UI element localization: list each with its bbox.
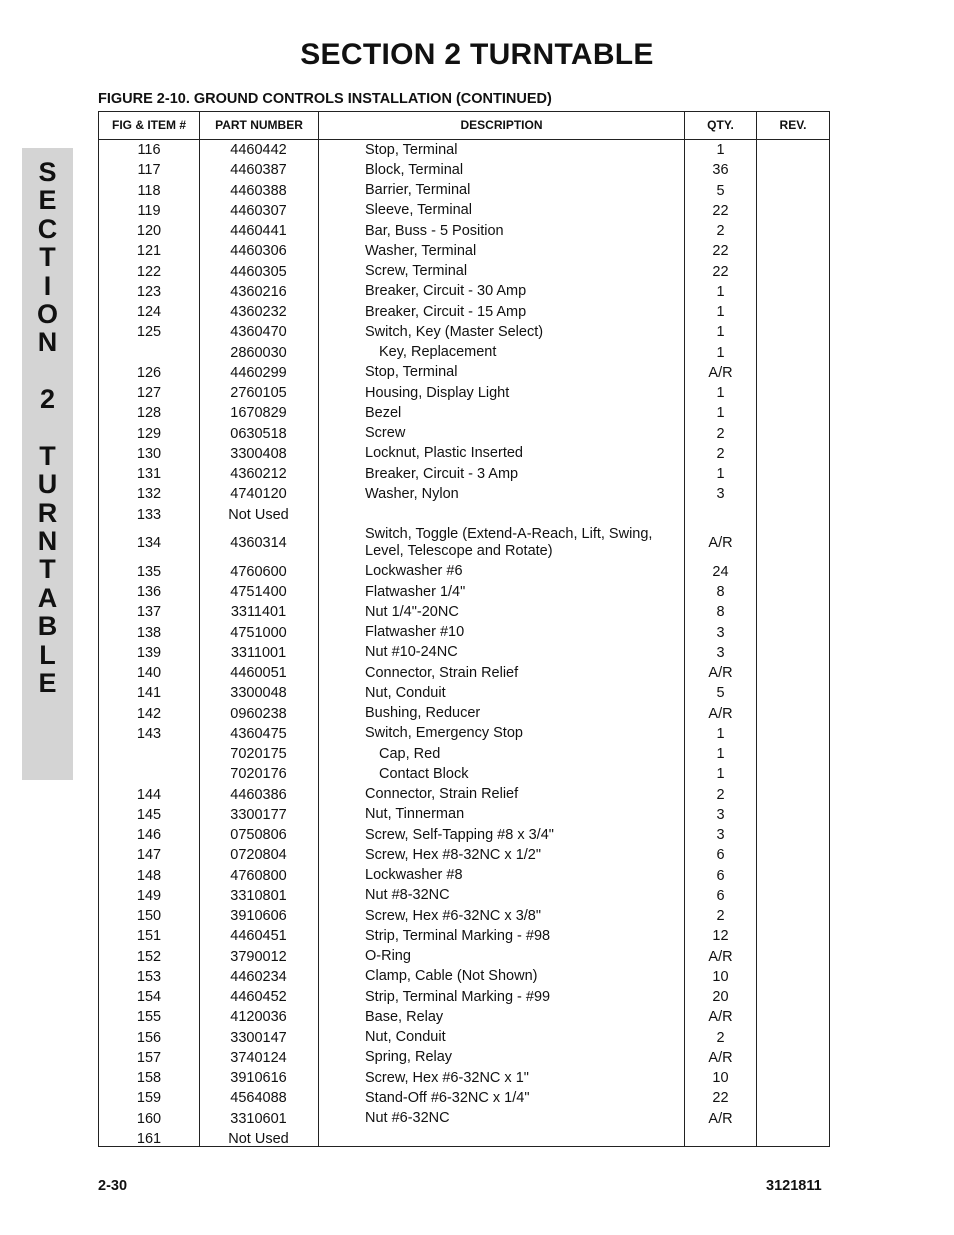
cell-part-number: 3910606 [230,908,287,925]
side-tab-letter [22,414,73,442]
cell-description: Strip, Terminal Marking - #98 [365,927,551,944]
cell-part-number: 3790012 [230,948,287,965]
cell-item-number: 148 [136,867,162,884]
table-row [99,262,829,282]
cell-item-number: 131 [136,466,162,483]
cell-item-number: 129 [136,425,162,442]
cell-description: Breaker, Circuit - 30 Amp [365,283,527,300]
cell-item-number: 134 [136,535,162,552]
cell-quantity: 1 [716,466,725,483]
cell-item-number: 138 [136,624,162,641]
cell-part-number: 4460452 [230,989,287,1006]
cell-quantity: 1 [716,405,725,422]
cell-quantity: A/R [708,1049,733,1066]
table-row [99,805,829,825]
cell-quantity: 3 [716,624,725,641]
cell-item-number: 139 [136,644,162,661]
cell-description: Flatwasher #10 [365,624,465,641]
cell-item-number: 150 [136,908,162,925]
cell-part-number: 7020175 [230,746,287,763]
cell-quantity: 2 [716,223,725,240]
table-row [99,886,829,906]
side-tab-letter: B [37,611,58,642]
table-row [99,764,829,784]
cell-quantity: 1 [716,344,725,361]
cell-description: Switch, Toggle (Extend-A-Reach, Lift, Swing, Level, Telescope and Rotate) [365,526,653,560]
cell-quantity: 6 [716,887,725,904]
cell-item-number: 159 [136,1090,162,1107]
table-row [99,1129,829,1149]
table-row [99,424,829,444]
cell-part-number: 4360216 [230,283,287,300]
cell-quantity: 2 [716,908,725,925]
cell-part-number: 4360232 [230,304,287,321]
cell-quantity: 1 [716,142,725,159]
cell-quantity: 3 [716,806,725,823]
cell-item-number: 121 [136,243,162,260]
page-number: 2-30 [98,1178,128,1194]
cell-description [365,505,695,525]
cell-item-number: 133 [136,506,162,523]
cell-part-number: 4460441 [230,223,287,240]
side-tab-letter: T [39,554,56,585]
cell-item-number: 146 [136,827,162,844]
side-tab-letter: U [37,469,58,500]
cell-item-number: 140 [136,665,162,682]
cell-description: Screw, Hex #6-32NC x 3/8" [365,907,541,924]
cell-part-number: 3300177 [230,806,287,823]
cell-quantity: 1 [716,385,725,402]
cell-part-number: 4360475 [230,725,287,742]
cell-description: Stop, Terminal [365,141,458,158]
side-tab-letter: R [37,497,58,528]
cell-item-number [99,343,199,363]
table-row [99,785,829,805]
cell-part-number: 4751400 [230,584,287,601]
cell-item-number: 123 [136,283,162,300]
cell-item-number: 147 [136,847,162,864]
cell-part-number: 3310601 [230,1110,287,1127]
cell-quantity: 1 [716,283,725,300]
table-row [99,744,829,764]
section-side-tab [22,148,73,780]
cell-item-number: 125 [136,324,162,341]
side-tab-letter: N [37,526,58,557]
table-row [99,866,829,886]
table-row [99,484,829,504]
cell-part-number: 4460305 [230,263,287,280]
cell-quantity: A/R [708,1009,733,1026]
cell-quantity: 36 [712,162,729,179]
cell-part-number: 3910616 [230,1070,287,1087]
cell-description: Barrier, Terminal [365,182,471,199]
side-tab-letter [22,357,73,385]
cell-quantity: 10 [712,1070,729,1087]
cell-quantity: 1 [716,766,725,783]
cell-description: Nut, Conduit [365,684,446,701]
table-row [99,825,829,845]
cell-item-number: 128 [136,405,162,422]
cell-part-number: 0750806 [230,827,287,844]
cell-part-number: 3300408 [230,445,287,462]
table-row [99,967,829,987]
cell-item-number: 127 [136,385,162,402]
side-tab-letter: E [38,668,57,699]
cell-quantity: 5 [716,182,725,199]
cell-quantity: 1 [716,746,725,763]
header-rev: REV. [779,118,807,132]
table-header [99,112,829,140]
table-row [99,845,829,865]
side-tab-letter: C [37,213,58,244]
table-row [99,926,829,946]
parts-table [98,111,830,1147]
cell-description: Nut #10-24NC [365,644,458,661]
table-row [99,1048,829,1068]
cell-description: O-Ring [365,948,411,965]
cell-quantity: 3 [716,827,725,844]
cell-part-number: 4751000 [230,624,287,641]
cell-description: Bar, Buss - 5 Position [365,222,504,239]
side-tab-letter: L [39,639,56,670]
cell-description: Breaker, Circuit - 3 Amp [365,465,519,482]
cell-quantity: 24 [712,563,729,580]
cell-part-number: 4760600 [230,563,287,580]
cell-part-number: 3311001 [230,644,287,661]
table-row [99,221,829,241]
cell-description: Block, Terminal [365,161,464,178]
cell-item-number: 151 [136,928,162,945]
cell-part-number: 4460386 [230,786,287,803]
table-row [99,602,829,622]
cell-part-number: 0720804 [230,847,287,864]
cell-quantity: A/R [708,364,733,381]
table-row [99,724,829,744]
side-tab-letter: 2 [39,384,56,415]
cell-description: Cap, Red [379,745,441,762]
cell-part-number: 4460387 [230,162,287,179]
cell-item-number: 152 [136,948,162,965]
cell-item-number: 156 [136,1029,162,1046]
table-row [99,906,829,926]
cell-part-number: 4360314 [230,535,287,552]
cell-quantity: 22 [712,1090,729,1107]
table-row [99,160,829,180]
cell-part-number: 7020176 [230,766,287,783]
cell-part-number: 1670829 [230,405,287,422]
cell-item-number: 157 [136,1049,162,1066]
cell-part-number: 4460051 [230,665,287,682]
cell-item-number: 160 [136,1110,162,1127]
cell-description [365,1129,695,1149]
cell-quantity: 12 [712,928,729,945]
cell-item-number: 142 [136,705,162,722]
cell-description: Housing, Display Light [365,384,510,401]
cell-item-number: 130 [136,445,162,462]
cell-description: Spring, Relay [365,1049,453,1066]
table-row [99,1109,829,1129]
cell-quantity: 2 [716,786,725,803]
cell-description: Nut 1/4"-20NC [365,603,459,620]
cell-description: Stop, Terminal [365,364,458,381]
cell-part-number: 4460388 [230,182,287,199]
cell-part-number: 4760800 [230,867,287,884]
cell-description: Bushing, Reducer [365,705,481,722]
cell-quantity: 3 [716,644,725,661]
header-description: DESCRIPTION [460,118,543,132]
cell-item-number: 145 [136,806,162,823]
table-row [99,505,829,525]
table-row [99,444,829,464]
cell-part-number: Not Used [228,506,289,523]
side-tab-letter: T [39,242,56,273]
cell-item-number [99,744,199,764]
cell-item-number: 141 [136,685,162,702]
table-row [99,181,829,201]
section-title: SECTION 2 TURNTABLE [300,38,654,71]
cell-part-number: 4460299 [230,364,287,381]
cell-quantity: 1 [716,725,725,742]
cell-part-number: 2860030 [230,344,287,361]
cell-description: Nut #8-32NC [365,887,450,904]
cell-description: Screw, Hex #8-32NC x 1/2" [365,846,541,863]
side-tab-letter: S [38,157,57,187]
cell-description: Sleeve, Terminal [365,202,472,219]
cell-part-number: 4460306 [230,243,287,260]
table-row [99,403,829,423]
cell-item-number: 126 [136,364,162,381]
cell-description: Switch, Emergency Stop [365,725,523,742]
cell-description: Nut, Conduit [365,1029,446,1046]
cell-item-number: 135 [136,563,162,580]
cell-quantity: 2 [716,445,725,462]
cell-description: Breaker, Circuit - 15 Amp [365,303,527,320]
side-tab-letter: A [37,582,58,613]
cell-part-number: 3300147 [230,1029,287,1046]
table-row [99,140,829,160]
cell-item-number: 122 [136,263,162,280]
cell-description: Stand-Off #6-32NC x 1/4" [365,1089,530,1106]
cell-description: Strip, Terminal Marking - #99 [365,988,551,1005]
cell-quantity: 1 [716,304,725,321]
cell-item-number: 118 [137,182,161,199]
cell-description: Nut, Tinnerman [365,806,465,823]
cell-description: Lockwasher #6 [365,563,463,580]
cell-item-number: 161 [136,1130,162,1147]
cell-item-number: 137 [136,604,162,621]
cell-description: Washer, Terminal [365,242,477,259]
cell-part-number: 4120036 [230,1009,287,1026]
table-row [99,582,829,602]
cell-part-number: Not Used [228,1130,289,1147]
cell-description: Screw [365,425,406,442]
cell-item-number: 119 [137,202,161,219]
table-row [99,525,829,562]
side-tab-letter: O [36,298,58,329]
cell-item-number: 144 [136,786,162,803]
cell-quantity: 22 [712,243,729,260]
cell-description: Screw, Hex #6-32NC x 1" [365,1069,529,1086]
cell-item-number: 143 [136,725,162,742]
cell-description: Connector, Strain Relief [365,786,519,803]
cell-part-number: 4460234 [230,968,287,985]
cell-item-number: 136 [136,584,162,601]
cell-description: Switch, Key (Master Select) [365,323,544,340]
table-row [99,282,829,302]
table-row [99,343,829,363]
table-row [99,1028,829,1048]
cell-quantity: 2 [716,425,725,442]
cell-item-number: 116 [137,142,161,159]
cell-description: Locknut, Plastic Inserted [365,445,523,462]
cell-part-number: 0960238 [230,705,287,722]
figure-caption: FIGURE 2-10. GROUND CONTROLS INSTALLATION (CONTINUED) [98,91,552,107]
cell-quantity: 3 [716,486,725,503]
cell-quantity: 6 [716,847,725,864]
cell-item-number: 149 [136,887,162,904]
cell-description: Connector, Strain Relief [365,664,519,681]
cell-description: Key, Replacement [379,344,497,361]
side-tab-letter: T [39,440,56,471]
cell-quantity: 6 [716,867,725,884]
cell-quantity: A/R [708,665,733,682]
cell-item-number: 154 [136,989,162,1006]
table-row [99,562,829,582]
cell-description: Base, Relay [365,1008,444,1025]
cell-part-number: 0630518 [230,425,287,442]
table-row [99,464,829,484]
cell-quantity: 8 [716,604,725,621]
table-row [99,302,829,322]
cell-description: Bezel [365,404,402,421]
cell-part-number: 4460451 [230,928,287,945]
cell-description: Nut #6-32NC [365,1110,450,1127]
cell-part-number: 4460307 [230,202,287,219]
cell-quantity [685,1129,756,1149]
cell-quantity [685,505,756,525]
cell-description: Screw, Terminal [365,263,468,280]
header-qty: QTY. [707,118,734,132]
table-row [99,363,829,383]
cell-quantity: 22 [712,202,729,219]
table-row [99,241,829,261]
cell-quantity: A/R [708,705,733,722]
table-row [99,987,829,1007]
cell-item-number: 158 [136,1070,162,1087]
cell-quantity: 1 [716,324,725,341]
cell-quantity: 2 [716,1029,725,1046]
table-row [99,643,829,663]
cell-item-number: 120 [136,223,162,240]
side-tab-letter: N [37,327,58,358]
cell-part-number: 2760105 [230,385,287,402]
cell-item-number [99,764,199,784]
cell-description: Screw, Self-Tapping #8 x 3/4" [365,826,554,843]
cell-part-number: 3300048 [230,685,287,702]
cell-part-number: 4360212 [230,466,287,483]
table-row [99,1088,829,1108]
cell-part-number: 4360470 [230,324,287,341]
cell-item-number: 132 [136,486,162,503]
cell-quantity: 5 [716,685,725,702]
side-tab-letter: I [43,270,52,301]
table-row [99,1068,829,1088]
table-row [99,322,829,342]
table-row [99,383,829,403]
cell-description: Flatwasher 1/4" [365,583,466,600]
cell-item-number: 124 [136,304,162,321]
cell-part-number: 3740124 [230,1049,287,1066]
cell-quantity: A/R [708,948,733,965]
cell-part-number: 3311401 [230,604,287,621]
cell-part-number: 4740120 [230,486,287,503]
cell-description: Lockwasher #8 [365,867,463,884]
cell-quantity: 22 [712,263,729,280]
header-fig-item: FIG & ITEM # [111,118,186,132]
table-row [99,201,829,221]
table-row [99,704,829,724]
table-row [99,1007,829,1027]
table-row [99,947,829,967]
cell-quantity: 8 [716,584,725,601]
cell-quantity: 20 [712,989,729,1006]
cell-description: Clamp, Cable (Not Shown) [365,968,538,985]
cell-part-number: 3310801 [230,887,287,904]
cell-item-number: 117 [137,162,161,179]
side-tab-letters [22,158,73,697]
table-row [99,663,829,683]
header-part-number: PART NUMBER [215,118,303,132]
cell-part-number: 4564088 [230,1090,287,1107]
table-row [99,683,829,703]
document-number: 3121811 [766,1178,822,1194]
cell-quantity: A/R [708,535,733,552]
cell-description: Washer, Nylon [365,485,459,502]
table-row [99,623,829,643]
side-tab-letter: E [38,185,57,216]
cell-quantity: 10 [712,968,729,985]
cell-item-number: 155 [136,1009,162,1026]
cell-part-number: 4460442 [230,142,287,159]
cell-item-number: 153 [136,968,162,985]
cell-quantity: A/R [708,1110,733,1127]
cell-description: Contact Block [379,765,469,782]
